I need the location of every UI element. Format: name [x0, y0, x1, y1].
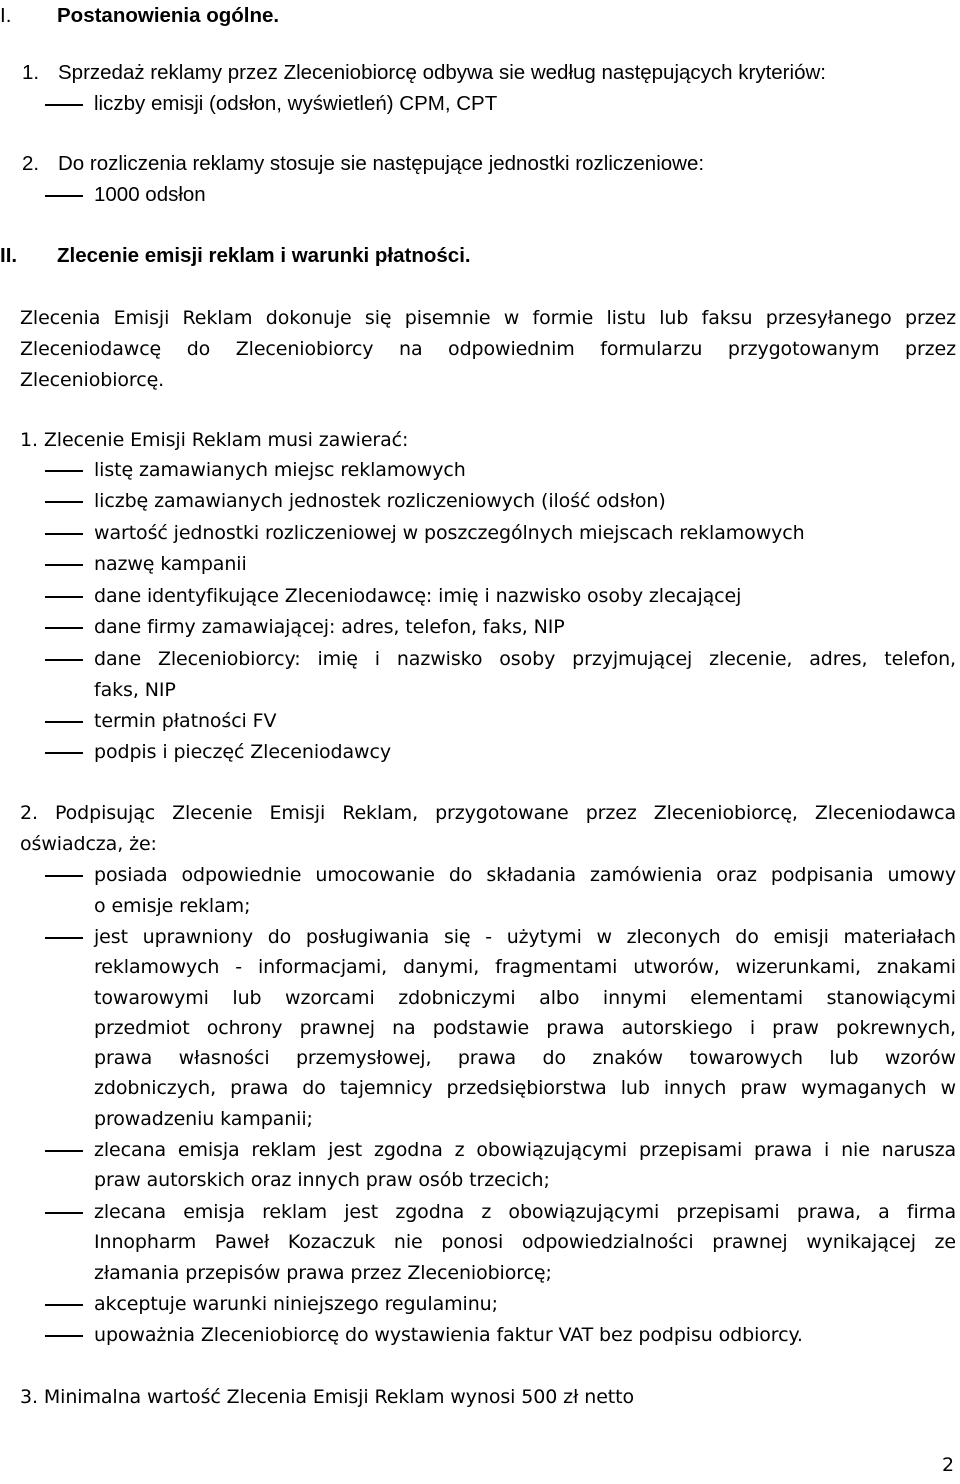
item-2-line: zlecana emisja reklam jest zgodna z obowiązującymi przepisami prawa, a firma	[94, 1201, 956, 1223]
item-2-line: złamania przepisów prawa przez Zleceniobiorcę;	[94, 1262, 552, 1284]
item-1-heading: 1. Zlecenie Emisji Reklam musi zawierać:	[20, 429, 409, 451]
item-1-bullet: dane firmy zamawiającej: adres, telefon, faks, NIP	[94, 616, 565, 638]
dash-bullet	[45, 470, 83, 472]
item-1-bullet: termin płatności FV	[94, 710, 277, 732]
item-2-line: posiada odpowiednie umocowanie do składania zamówienia oraz podpisania umowy	[94, 864, 956, 886]
item-2-line: upoważnia Zleceniobiorcę do wystawienia faktur VAT bez podpisu odbiorcy.	[94, 1324, 803, 1346]
item-2-line: Innopharm Paweł Kozaczuk nie ponosi odpowiedzialności prawnej wynikającej ze	[94, 1231, 956, 1253]
item-2-line: towarowymi lub wzorcami zdobniczymi albo innymi elementami stanowiącymi	[94, 987, 956, 1009]
dash-bullet	[45, 875, 83, 877]
dash-bullet	[45, 1212, 83, 1214]
item-2-line: reklamowych - informacjami, danymi, fragmentami utworów, wizerunkami, znakami	[94, 956, 956, 978]
dash-bullet	[45, 721, 83, 723]
dash-bullet	[45, 104, 83, 106]
dash-bullet	[45, 659, 83, 661]
item-2-line: zlecana emisja reklam jest zgodna z obowiązującymi przepisami prawa i nie narusza	[94, 1139, 956, 1161]
item-3-text: 3. Minimalna wartość Zlecenia Emisji Reklam wynosi 500 zł netto	[20, 1386, 635, 1408]
item-1-bullet: nazwę kampanii	[94, 553, 247, 575]
paragraph-2-number: 2.	[22, 152, 40, 175]
paragraph-2-text: Do rozliczenia reklamy stosuje sie następujące jednostki rozliczeniowe:	[58, 152, 705, 175]
item-2-line: prowadzeniu kampanii;	[94, 1108, 313, 1130]
paragraph-1-bullet: liczby emisji (odsłon, wyświetleń) CPM, CPT	[94, 92, 498, 115]
dash-bullet	[45, 1335, 83, 1337]
item-1-bullet: listę zamawianych miejsc reklamowych	[94, 459, 466, 481]
page-number: 2	[942, 1454, 954, 1476]
section-2-title: Zlecenie emisji reklam i warunki płatności.	[57, 244, 471, 267]
item-1-bullet: podpis i pieczęć Zleceniodawcy	[94, 741, 391, 763]
dash-bullet	[45, 533, 83, 535]
section-2-roman: II.	[0, 244, 18, 267]
section-1-roman: I.	[0, 4, 12, 27]
item-2-line: prawa własności przemysłowej, prawa do znaków towarowych lub wzorów	[94, 1047, 956, 1069]
dash-bullet	[45, 596, 83, 598]
section-1-title: Postanowienia ogólne.	[57, 4, 280, 27]
dash-bullet	[45, 1304, 83, 1306]
paragraph-1-text: Sprzedaż reklamy przez Zleceniobiorcę odbywa sie według następujących kryteriów:	[58, 61, 826, 84]
paragraph-1-number: 1.	[22, 61, 40, 84]
item-2-heading-continuation: oświadcza, że:	[20, 833, 157, 855]
intro-line-2: Zleceniodawcę do Zleceniobiorcy na odpowiednim formularzu przygotowanym przez	[20, 338, 956, 360]
dash-bullet	[45, 627, 83, 629]
dash-bullet	[45, 195, 83, 197]
item-2-line: akceptuje warunki niniejszego regulaminu;	[94, 1293, 498, 1315]
item-1-bullet: dane Zleceniobiorcy: imię i nazwisko osoby przyjmującej zlecenie, adres, telefon,	[94, 648, 956, 670]
dash-bullet	[45, 1150, 83, 1152]
intro-line-3: Zleceniobiorcę.	[20, 369, 165, 391]
dash-bullet	[45, 937, 83, 939]
item-2-line: przedmiot ochrony prawnej na podstawie prawa autorskiego i praw pokrewnych,	[94, 1017, 956, 1039]
item-2-line: jest uprawniony do posługiwania się - użytymi w zleconych do emisji materiałach	[94, 926, 956, 948]
dash-bullet	[45, 564, 83, 566]
intro-line-1: Zlecenia Emisji Reklam dokonuje się pisemnie w formie listu lub faksu przesyłanego przez	[20, 307, 956, 329]
item-2-line: o emisje reklam;	[94, 895, 251, 917]
item-2-line: zdobniczych, prawa do tajemnicy przedsiębiorstwa lub innych praw wymaganych w	[94, 1077, 956, 1099]
item-1-bullet: dane identyfikujące Zleceniodawcę: imię i nazwisko osoby zlecającej	[94, 585, 742, 607]
item-2-heading: 2. Podpisując Zlecenie Emisji Reklam, przygotowane przez Zleceniobiorcę, Zleceniodawca	[20, 802, 956, 824]
item-1-bullet: liczbę zamawianych jednostek rozliczeniowych (ilość odsłon)	[94, 490, 666, 512]
dash-bullet	[45, 501, 83, 503]
item-1-bullet: wartość jednostki rozliczeniowej w poszczególnych miejscach reklamowych	[94, 522, 805, 544]
dash-bullet	[45, 752, 83, 754]
item-1-bullet-continuation: faks, NIP	[94, 679, 176, 701]
paragraph-2-bullet: 1000 odsłon	[94, 183, 206, 206]
item-2-line: praw autorskich oraz innych praw osób trzecich;	[94, 1169, 550, 1191]
